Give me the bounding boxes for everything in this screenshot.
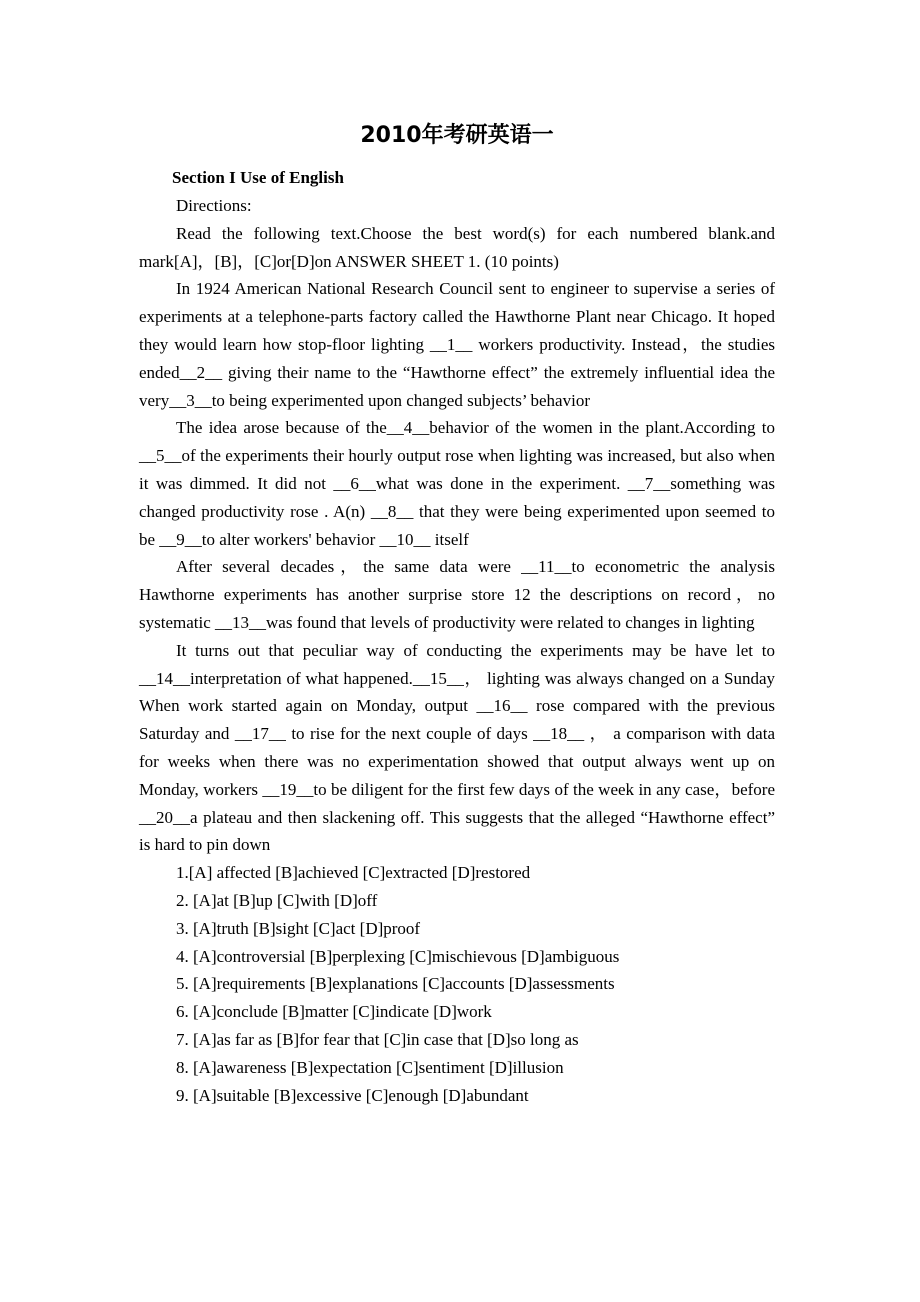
section-heading: Section I Use of English — [172, 168, 344, 187]
directions-label: Directions: — [176, 196, 252, 215]
answer-option-1: 1.[A] affected [B]achieved [C]extracted [D]restored — [176, 863, 531, 883]
passage-paragraph-4: It turns out that peculiar way of conducting the experiments may be have let to __14__interpretation of what happened.__15__， lighting was always changed on a Sunday When work started again on Monday, output __16__ rose compared with the previous Saturday and __17__ to rise for the next couple of days __18__ ， a comparison with data for weeks when there was no experimentation showed that output always went up on Monday, workers __19__to be diligent for the first few days of the week in any case，before __20__a plateau and then slackening off. This suggests that the alleged “Hawthorne effect” is hard to pin down — [139, 640, 775, 855]
passage-paragraph-3: After several decades，the same data were __11__to econometric the analysis Hawthorne experiments has another surprise store 12 the descriptions on record，no systematic __13__was found that levels of productivity were related to changes in lighting — [139, 557, 775, 632]
answer-options-list — [139, 859, 775, 1109]
document-title: 2010年考研英语一 — [360, 123, 554, 148]
answer-option-8: 8. [A]awareness [B]expectation [C]sentiment [D]illusion — [176, 1057, 564, 1077]
passage-paragraph-2: The idea arose because of the__4__behavior of the women in the plant.According to __5__of the experiments their hourly output rose when lighting was increased, but also when it was dimmed. It did not __6__what was done in the experiment. __7__something was changed productivity rose . A(n) __8__ that they were being experimented upon seemed to be __9__to alter workers' behavior __10__ itself — [139, 418, 775, 549]
answer-option-3: 3. [A]truth [B]sight [C]act [D]proof — [176, 918, 421, 938]
answer-option-5: 5. [A]requirements [B]explanations [C]accounts [D]assessments — [176, 974, 615, 994]
directions-text: Read the following text.Choose the best word(s) for each numbered blank.and mark[A]，[B]，[C]or[D]on ANSWER SHEET 1. (10 points) — [139, 223, 775, 271]
answer-option-9: 9. [A]suitable [B]excessive [C]enough [D]abundant — [176, 1085, 529, 1105]
answer-option-2: 2. [A]at [B]up [C]with [D]off — [176, 890, 378, 910]
document-page — [139, 118, 775, 1109]
answer-option-6: 6. [A]conclude [B]matter [C]indicate [D]work — [176, 1002, 492, 1022]
answer-option-4: 4. [A]controversial [B]perplexing [C]mischievous [D]ambiguous — [176, 946, 620, 966]
passage-paragraph-1: In 1924 American National Research Council sent to engineer to supervise a series of experiments at a telephone-parts factory called the Hawthorne Plant near Chicago. It hoped they would learn how stop-floor lighting __1__ workers productivity. Instead，the studies ended__2__ giving their name to the “Hawthorne effect” the extremely influential idea the very__3__to being experimented upon changed subjects’ behavior — [139, 279, 775, 410]
answer-option-7: 7. [A]as far as [B]for fear that [C]in case that [D]so long as — [176, 1029, 579, 1049]
